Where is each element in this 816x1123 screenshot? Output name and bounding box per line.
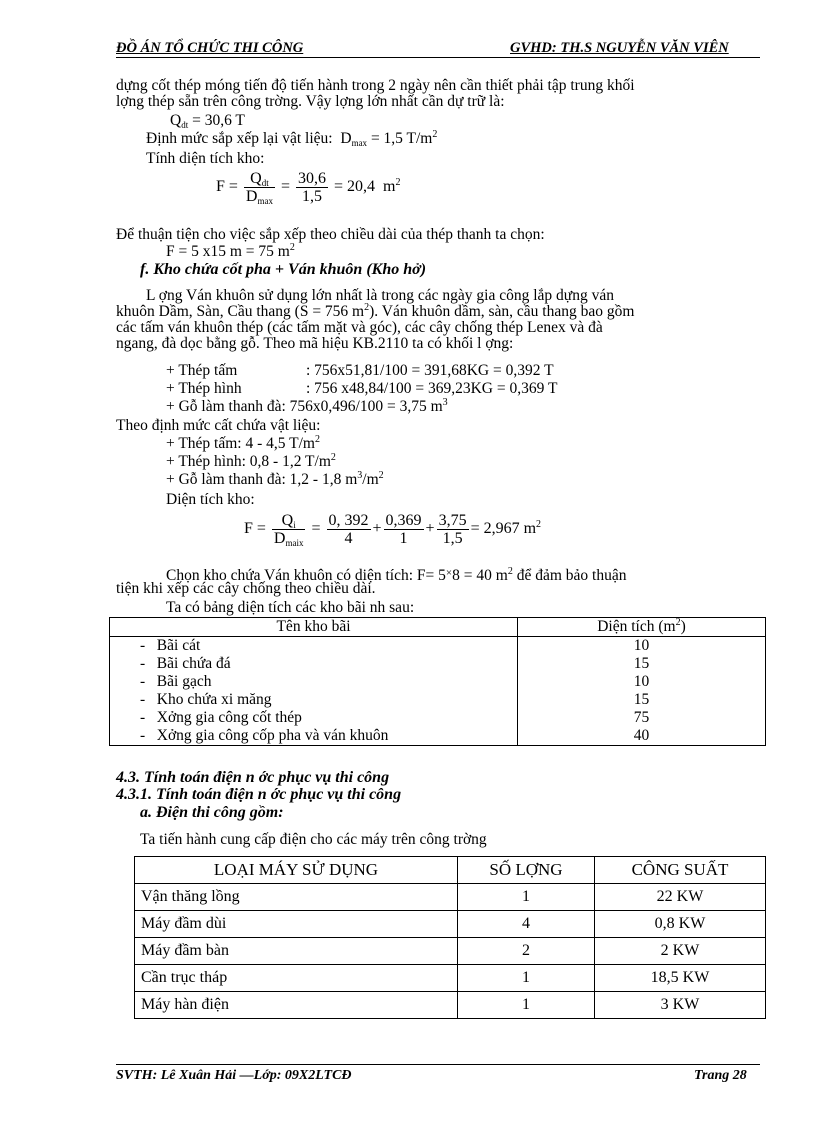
footer-student: SVTH: Lê Xuân Hải —Lớp: 09X2LTCĐ: [116, 1068, 352, 1083]
body-text-line: dựng cốt thép móng tiến độ tiến hành trong 2 ngày nên cần thiết phải tập trung khối: [116, 77, 635, 94]
item-plate-label: + Thép tấm: [166, 362, 238, 379]
subsection-heading-a: a. Điện thi công gồm:: [140, 804, 284, 821]
fraction-term-3: $\frac{3,75}{1,5}$: [438, 512, 467, 547]
body-text-line: Chọn kho chứa Ván khuôn có diện tích: F= 5×8 = 40 $m^2$ để đảm bảo thuận: [166, 566, 627, 584]
table-row: Máy hàn điện 1 3 KW: [135, 992, 766, 1019]
section-heading-4-3: 4.3. Tính toán điện n ớc phục vụ thi công: [116, 769, 390, 786]
section-heading-f: f. Kho chứa cốt pha + Ván khuôn (Kho hở): [140, 261, 427, 278]
table-header-row: [110, 618, 766, 637]
table-row: Máy đầm dùi 4 0,8 KW: [135, 911, 766, 938]
norm-title: Theo định mức cất chứa vật liệu:: [116, 417, 321, 434]
dmax-label: Định mức sắp xếp lại vật liệu:: [146, 130, 333, 147]
body-text-line: Ta có bảng diện tích các kho bãi nh sau:: [166, 599, 415, 616]
formula-result: = 20,4: [334, 178, 376, 196]
table-row: - Bãi chứa đá 15: [110, 655, 766, 673]
item-wood: + Gỗ làm thanh đà: 756x0,496/100 = 3,75 $m^3$: [166, 397, 448, 415]
norm-wood: + Gỗ làm thanh đà: 1,2 - 1,8 $m^3/m^2$: [166, 470, 384, 488]
equipment-power-table: [134, 856, 766, 1019]
page-number: Trang 28: [694, 1068, 747, 1083]
table-header-row: [135, 857, 766, 884]
area-label: Tính diện tích kho:: [146, 150, 265, 167]
column-header-name: Tên kho bãi: [110, 618, 518, 637]
footer-rule: [116, 1064, 760, 1065]
section-heading-4-3-1: 4.3.1. Tính toán điện n ớc phục vụ thi công: [116, 786, 402, 803]
item-shape-label: + Thép hình: [166, 380, 242, 397]
body-text-line: tiện khi xếp các cây chống theo chiều dài.: [116, 580, 376, 597]
column-header-quantity: SỐ LỢNG: [458, 857, 595, 884]
column-header-power: CÔNG SUẤT: [595, 857, 766, 884]
fraction-term-2: $\frac{0,369}{1}$: [385, 512, 422, 547]
column-header-machine: LOẠI MÁY SỬ DỤNG: [135, 857, 458, 884]
body-text-line: Để thuận tiện cho việc sắp xếp theo chiều dài của thép thanh ta chọn:: [116, 226, 545, 243]
body-text-line: các tấm ván khuôn thép (các tấm mặt và góc), các cây chống thép Lenex và đà: [116, 319, 603, 336]
body-text-line: L ợng Ván khuôn sử dụng lớn nhất là trong các ngày gia công lắp dựng ván: [146, 287, 614, 304]
area2-label: Diện tích kho:: [166, 491, 255, 508]
dmax-line: Định mức sắp xếp lại vật liệu: $D_{max} = 1,5$ $T/m^2$: [146, 129, 438, 148]
body-text-line: khuôn Dầm, Sàn, Cầu thang (S = 756 $m^2$). Ván khuôn dầm, sàn, cầu thang bao gồm: [116, 302, 635, 320]
formula-result: = 2,967 m: [470, 520, 537, 538]
item-shape-value: : 756 x48,84/100 = 369,23KG = 0,369 T: [306, 380, 558, 397]
norm-plate: + Thép tấm: 4 - 4,5 $T/m^2$: [166, 434, 320, 452]
table-row: Vận thăng lồng 1 22 KW: [135, 884, 766, 911]
formula-area-1: F = $\frac{Q_{dt}}{D_{max}}$ = $\frac{30,6}{1,5}$ = 20,4 $m^2$: [216, 170, 401, 206]
header-title: ĐỒ ÁN TỔ CHỨC THI CÔNG: [116, 40, 304, 56]
fraction-qdt-dmax: $\frac{Q_{dt}}{D_{max}}$: [245, 170, 273, 206]
table-row: - Kho chứa xi măng 15: [110, 691, 766, 709]
table-row: - Xởng gia công cốp pha và ván khuôn 40: [110, 727, 766, 746]
qdt-value: = 30,6 T: [192, 112, 245, 129]
table-row: Cần trục tháp 1 18,5 KW: [135, 965, 766, 992]
body-text-line: Ta tiến hành cung cấp điện cho các máy trên công trờng: [140, 831, 487, 848]
header-instructor: GVHD: TH.S NGUYỄN VĂN VIÊN: [510, 40, 729, 56]
table-row: - Bãi cát 10: [110, 637, 766, 656]
body-text-line: lợng thép sẵn trên công trờng. Vậy lợng lớn nhất cần dự trữ là:: [116, 93, 505, 110]
column-header-area: Diện tích $(m^2)$: [518, 618, 766, 637]
table-row: - Xởng gia công cốt thép 75: [110, 709, 766, 727]
header-rule: [116, 57, 760, 58]
table-row: Máy đầm bàn 2 2 KW: [135, 938, 766, 965]
f-choice-line: F = 5 x15 m = 75 $m^2$: [166, 242, 295, 260]
item-plate-value: : 756x51,81/100 = 391,68KG = 0,392 T: [306, 362, 554, 379]
qdt-formula: $Q_{dt} = 30,6$ T: [170, 112, 245, 130]
dmax-value: = 1,5 T/m: [370, 130, 433, 147]
storage-area-table: [109, 617, 766, 746]
fraction-term-1: $\frac{0, 392}{4}$: [328, 512, 369, 547]
fraction-qi-dmax: $\frac{Q_i}{D_{maix}}$: [273, 512, 304, 548]
norm-shape: + Thép hình: 0,8 - 1,2 $T/m^2$: [166, 452, 336, 470]
formula-area-2: F = $\frac{Q_i}{D_{maix}}$ = $\frac{0, 392}{4}$ + $\frac{0,369}{1}$ + $\frac{3,75}{1,5}$ = 2,967 $m^2$: [244, 512, 542, 548]
fraction-values: $\frac{30,6}{1,5}$: [298, 170, 327, 205]
table-row: - Bãi gạch 10: [110, 673, 766, 691]
body-text-line: ngang, đà dọc bằng gỗ. Theo mã hiệu KB.2110 ta có khối l ợng:: [116, 335, 514, 352]
